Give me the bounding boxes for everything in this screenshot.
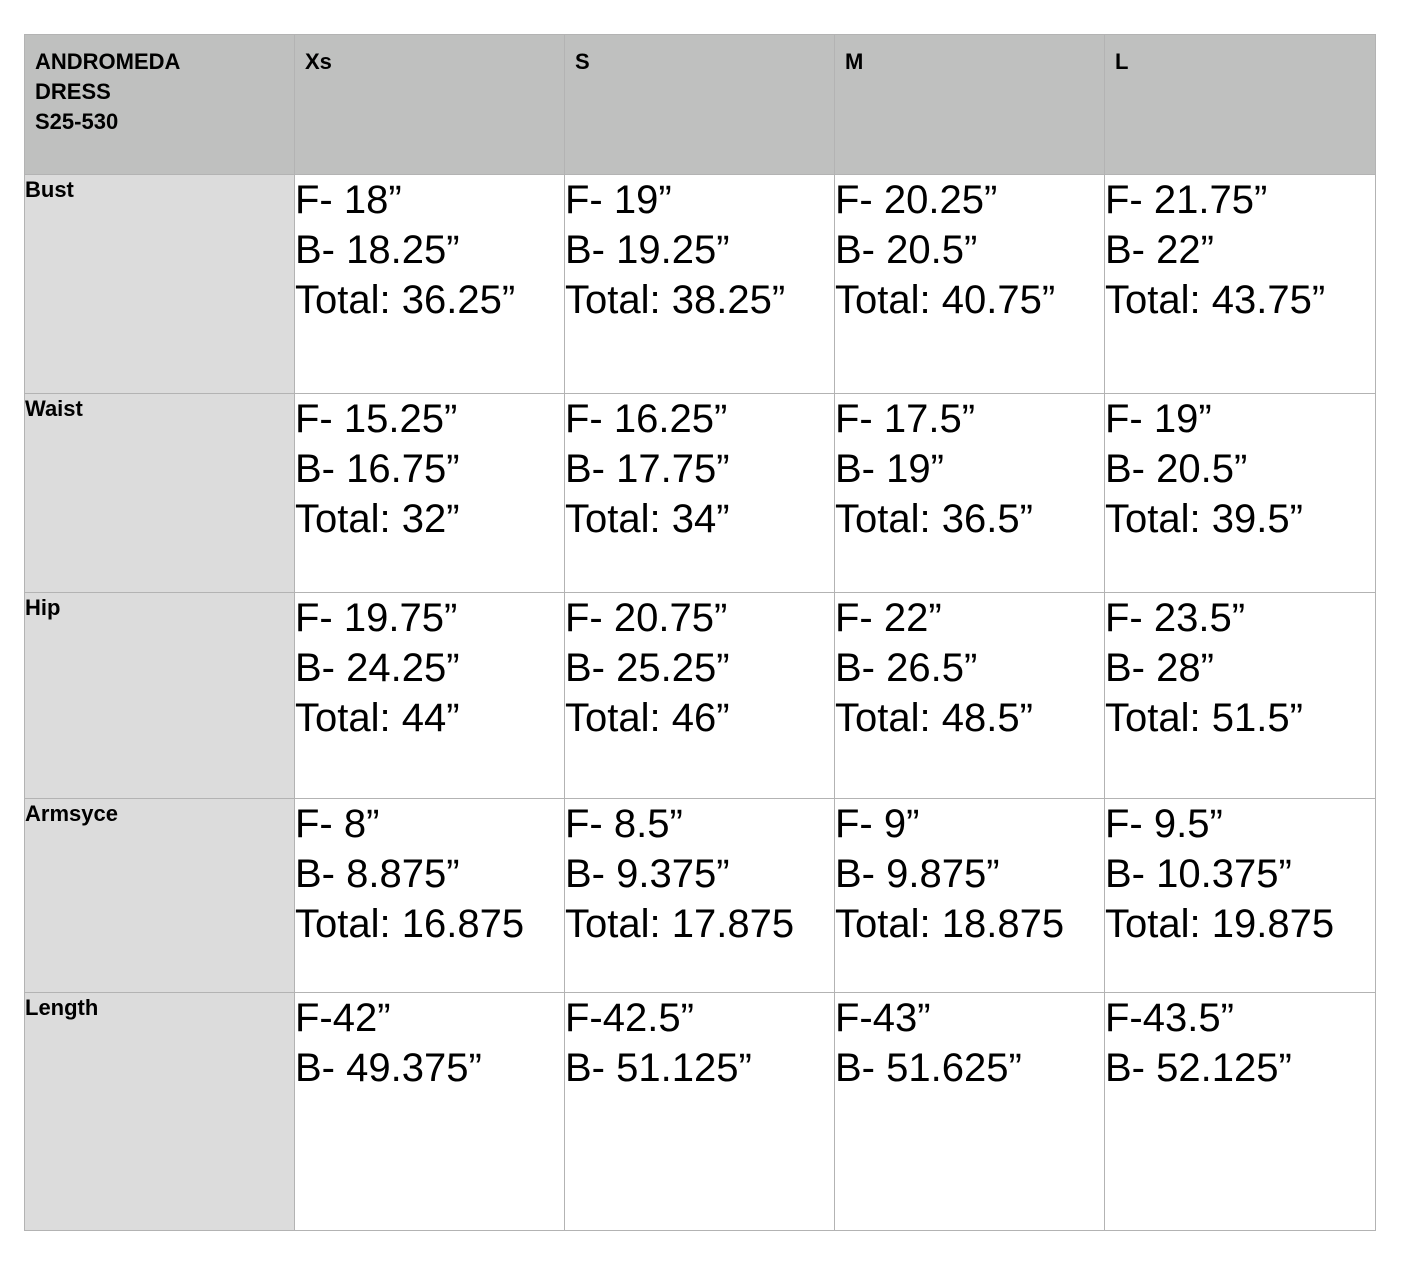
front-value: F- 19” — [1105, 397, 1212, 441]
total-value: Total: 36.25” — [295, 278, 516, 322]
total-value: Total: 44” — [295, 696, 460, 740]
front-value: F- 15.25” — [295, 397, 458, 441]
cell-hip-m — [835, 593, 1105, 799]
back-value: B- 51.125” — [565, 1046, 752, 1090]
back-value: B- 28” — [1105, 646, 1214, 690]
back-value: B- 8.875” — [295, 852, 460, 896]
cell-waist-l — [1105, 394, 1376, 593]
front-value: F- 20.25” — [835, 178, 998, 222]
cell-hip-xs — [295, 593, 565, 799]
total-value: Total: 36.5” — [835, 497, 1033, 541]
front-value: F- 18” — [295, 178, 402, 222]
back-value: B- 18.25” — [295, 228, 460, 272]
front-value: F- 9.5” — [1105, 802, 1223, 846]
product-name-cell — [25, 35, 295, 175]
cell-armsyce-m — [835, 799, 1105, 993]
row-label-bust: Bust — [25, 175, 295, 394]
cell-hip-s — [565, 593, 835, 799]
back-value: B- 19” — [835, 447, 944, 491]
front-value: F-42” — [295, 996, 391, 1040]
row-label-waist: Waist — [25, 394, 295, 593]
total-value: Total: 48.5” — [835, 696, 1033, 740]
total-value: Total: 32” — [295, 497, 460, 541]
back-value: B- 20.5” — [835, 228, 978, 272]
front-value: F- 22” — [835, 596, 942, 640]
row-label-hip: Hip — [25, 593, 295, 799]
back-value: B- 9.875” — [835, 852, 1000, 896]
product-code: S25-530 — [35, 109, 119, 134]
cell-waist-s — [565, 394, 835, 593]
total-value: Total: 43.75” — [1105, 278, 1326, 322]
total-value: Total: 51.5” — [1105, 696, 1303, 740]
back-value: B- 22” — [1105, 228, 1214, 272]
cell-waist-xs — [295, 394, 565, 593]
product-name-line1: ANDROMEDA — [35, 49, 181, 74]
cell-bust-m — [835, 175, 1105, 394]
cell-length-m — [835, 993, 1105, 1231]
front-value: F-43” — [835, 996, 931, 1040]
cell-length-xs — [295, 993, 565, 1231]
row-label-length: Length — [25, 993, 295, 1231]
front-value: F- 20.75” — [565, 596, 728, 640]
size-header-m: M — [835, 35, 1105, 175]
front-value: F- 19” — [565, 178, 672, 222]
front-value: F-42.5” — [565, 996, 694, 1040]
total-value: Total: 19.875 — [1105, 902, 1335, 946]
header-row — [25, 35, 1376, 175]
cell-bust-s — [565, 175, 835, 394]
measurement-row-length — [25, 993, 1376, 1231]
back-value: B- 19.25” — [565, 228, 730, 272]
front-value: F- 8” — [295, 802, 380, 846]
back-value: B- 16.75” — [295, 447, 460, 491]
cell-bust-l — [1105, 175, 1376, 394]
cell-length-s — [565, 993, 835, 1231]
cell-armsyce-xs — [295, 799, 565, 993]
measurement-row-armsyce — [25, 799, 1376, 993]
back-value: B- 51.625” — [835, 1046, 1022, 1090]
back-value: B- 49.375” — [295, 1046, 482, 1090]
row-label-armsyce: Armsyce — [25, 799, 295, 993]
back-value: B- 26.5” — [835, 646, 978, 690]
total-value: Total: 34” — [565, 497, 730, 541]
back-value: B- 9.375” — [565, 852, 730, 896]
cell-hip-l — [1105, 593, 1376, 799]
front-value: F- 19.75” — [295, 596, 458, 640]
front-value: F- 8.5” — [565, 802, 683, 846]
size-header-l: L — [1105, 35, 1376, 175]
cell-armsyce-s — [565, 799, 835, 993]
front-value: F- 17.5” — [835, 397, 976, 441]
back-value: B- 20.5” — [1105, 447, 1248, 491]
total-value: Total: 16.875 — [295, 902, 525, 946]
total-value: Total: 38.25” — [565, 278, 786, 322]
total-value: Total: 39.5” — [1105, 497, 1303, 541]
back-value: B- 24.25” — [295, 646, 460, 690]
front-value: F-43.5” — [1105, 996, 1234, 1040]
front-value: F- 21.75” — [1105, 178, 1268, 222]
total-value: Total: 17.875 — [565, 902, 795, 946]
size-header-xs: Xs — [295, 35, 565, 175]
size-header-s: S — [565, 35, 835, 175]
back-value: B- 17.75” — [565, 447, 730, 491]
total-value: Total: 18.875 — [835, 902, 1065, 946]
product-name-line2: DRESS — [35, 79, 111, 104]
measurement-row-bust — [25, 175, 1376, 394]
size-chart-table — [24, 34, 1376, 1231]
back-value: B- 52.125” — [1105, 1046, 1292, 1090]
measurement-row-hip — [25, 593, 1376, 799]
front-value: F- 9” — [835, 802, 920, 846]
cell-bust-xs — [295, 175, 565, 394]
measurement-row-waist — [25, 394, 1376, 593]
cell-waist-m — [835, 394, 1105, 593]
front-value: F- 16.25” — [565, 397, 728, 441]
total-value: Total: 46” — [565, 696, 730, 740]
total-value: Total: 40.75” — [835, 278, 1056, 322]
back-value: B- 25.25” — [565, 646, 730, 690]
front-value: F- 23.5” — [1105, 596, 1246, 640]
cell-armsyce-l — [1105, 799, 1376, 993]
cell-length-l — [1105, 993, 1376, 1231]
back-value: B- 10.375” — [1105, 852, 1292, 896]
